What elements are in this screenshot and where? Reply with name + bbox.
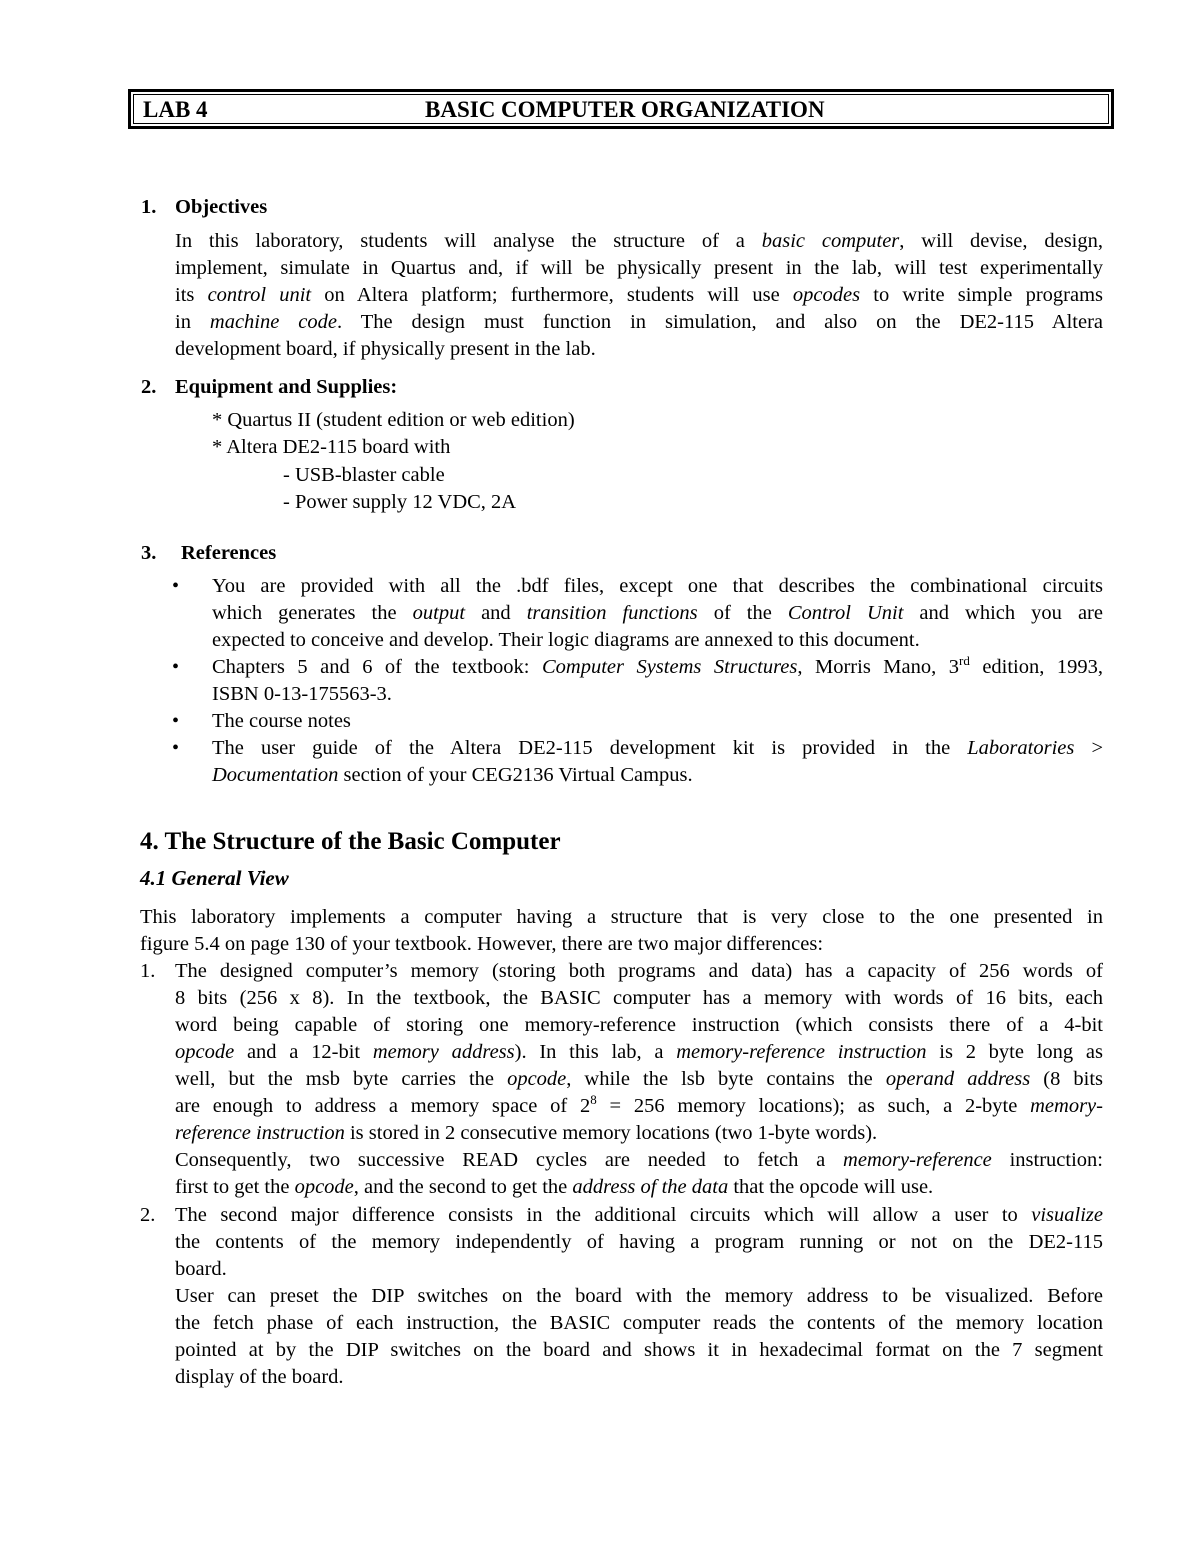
reference-1-line-2: which generates the output and transition functions of the Control Unit and which you are bbox=[212, 602, 1103, 624]
objectives-line-3: its control unit on Altera platform; furthermore, students will use opcodes to write simple programs bbox=[175, 284, 1104, 306]
reference-4-line-2: Documentation section of your CEG2136 Virtual Campus. bbox=[212, 764, 693, 786]
difference-1-line-3: word being capable of storing one memory-reference instruction (which consists there of a 4-bit bbox=[175, 1014, 1103, 1036]
difference-1-line-5: well, but the msb byte carries the opcode, while the lsb byte contains the operand address (8 bits bbox=[175, 1068, 1103, 1090]
difference-1-line-4: opcode and a 12-bit memory address). In this lab, a memory-reference instruction is 2 byte long as bbox=[175, 1041, 1103, 1063]
section-4-heading: 4. The Structure of the Basic Computer bbox=[140, 828, 561, 855]
objectives-line-4: in machine code. The design must function in simulation, and also on the DE2-115 Altera bbox=[175, 311, 1104, 333]
equipment-item-quartus: * Quartus II (student edition or web edition) bbox=[212, 409, 575, 431]
body-line-1: This laboratory implements a computer having a structure that is very close to the one presented in bbox=[140, 906, 1103, 928]
reference-4-line-1: The user guide of the Altera DE2-115 development kit is provided in the Laboratories > bbox=[212, 737, 1104, 759]
bullet-4: • bbox=[172, 737, 180, 759]
difference-1-number: 1. bbox=[140, 960, 156, 982]
difference-1-line-8: Consequently, two successive READ cycles are needed to fetch a memory-reference instruction: bbox=[175, 1149, 1103, 1171]
difference-1-line-7: reference instruction is stored in 2 consecutive memory locations (two 1-byte words). bbox=[175, 1122, 878, 1144]
equipment-item-board: * Altera DE2-115 board with bbox=[212, 436, 451, 458]
section-4-1-subheading: 4.1 General View bbox=[140, 866, 289, 890]
objectives-line-2: implement, simulate in Quartus and, if will be physically present in the lab, will test experimentally bbox=[175, 257, 1103, 279]
difference-1-line-6: are enough to address a memory space of $2^8 = 256$ memory locations); as such, a 2-byte memory- bbox=[175, 1092, 1103, 1117]
bullet-1: • bbox=[172, 575, 180, 597]
bullet-3: • bbox=[172, 710, 180, 732]
difference-2-line-7: display of the board. bbox=[175, 1366, 344, 1388]
difference-1-line-9: first to get the opcode, and the second to get the address of the data that the opcode will use. bbox=[175, 1176, 934, 1198]
reference-3: The course notes bbox=[212, 710, 351, 732]
section-3-number: 3. bbox=[141, 542, 157, 564]
reference-2-line-2: ISBN 0-13-175563-3. bbox=[212, 683, 392, 705]
reference-1-line-1: You are provided with all the .bdf files, except one that describes the combinational circuits bbox=[212, 575, 1103, 597]
section-2-title: Equipment and Supplies: bbox=[175, 376, 398, 398]
lab-title: BASIC COMPUTER ORGANIZATION bbox=[425, 97, 825, 122]
lab-header-box bbox=[128, 89, 1114, 129]
difference-2-line-6: pointed at by the DIP switches on the board and shows it in hexadecimal format on the 7 segment bbox=[175, 1339, 1103, 1361]
section-3-title: References bbox=[181, 542, 277, 564]
reference-2-line-1: Chapters 5 and 6 of the textbook: Computer Systems Structures, Morris Mano, 3rd edition, 1993, bbox=[212, 653, 1103, 678]
difference-2-line-3: board. bbox=[175, 1258, 227, 1280]
section-2-number: 2. bbox=[141, 376, 157, 398]
bullet-2: • bbox=[172, 656, 180, 678]
difference-1-line-2: 8 bits (256 x 8). In the textbook, the BASIC computer has a memory with words of 16 bits, each bbox=[175, 987, 1103, 1009]
section-1-number: 1. bbox=[141, 196, 157, 218]
section-1-title: Objectives bbox=[175, 196, 268, 218]
equipment-subitem-cable: - USB-blaster cable bbox=[283, 464, 445, 486]
reference-1-line-3: expected to conceive and develop. Their logic diagrams are annexed to this document. bbox=[212, 629, 920, 651]
body-line-2: figure 5.4 on page 130 of your textbook. However, there are two major differences: bbox=[140, 933, 824, 955]
difference-2-line-4: User can preset the DIP switches on the board with the memory address to be visualized. Before bbox=[175, 1285, 1103, 1307]
difference-2-number: 2. bbox=[140, 1204, 156, 1226]
difference-2-line-1: The second major difference consists in the additional circuits which will allow a user to visualize bbox=[175, 1204, 1103, 1226]
lab-number: LAB 4 bbox=[143, 97, 208, 122]
objectives-line-5: development board, if physically present in the lab. bbox=[175, 338, 596, 360]
difference-2-line-2: the contents of the memory independently of having a program running or not on the DE2-115 bbox=[175, 1231, 1103, 1253]
difference-2-line-5: the fetch phase of each instruction, the BASIC computer reads the contents of the memory location bbox=[175, 1312, 1103, 1334]
difference-1-line-1: The designed computer’s memory (storing both programs and data) has a capacity of 256 words of bbox=[175, 960, 1103, 982]
equipment-subitem-power: - Power supply 12 VDC, 2A bbox=[283, 491, 517, 513]
objectives-line-1: In this laboratory, students will analyse the structure of a basic computer, will devise, design, bbox=[175, 230, 1104, 252]
